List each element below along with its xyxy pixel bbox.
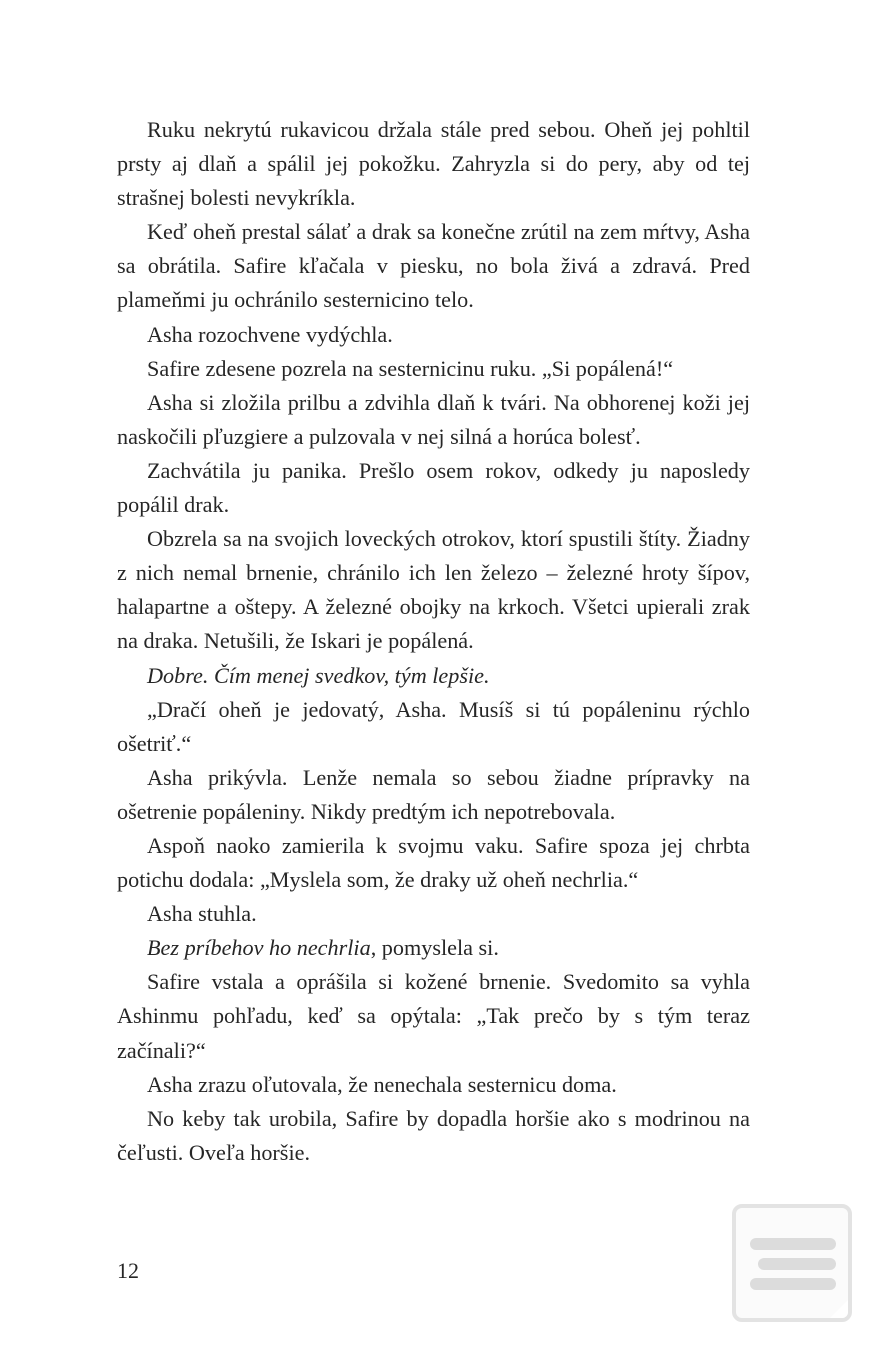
paragraph: Aspoň naoko zamierila k svojmu vaku. Safire spoza jej chrbta potichu dodala: „Myslela som, že draky už oheň nechrlia.“ xyxy=(117,832,750,893)
paragraph: Ruku nekrytú rukavicou držala stále pred sebou. Oheň jej pohltil prsty aj dlaň a spálil jej pokožku. Zahryzla si do pery, aby od tej strašnej bolesti nevykríkla. xyxy=(117,117,750,211)
paragraph: Asha rozochvene vydýchla. xyxy=(147,321,393,347)
book-stack-icon xyxy=(732,1204,852,1322)
book-stripe xyxy=(750,1278,836,1290)
italic-thought: Dobre. Čím menej svedkov, tým lepšie. xyxy=(147,662,490,688)
paragraph: Asha stuhla. xyxy=(147,901,257,927)
paragraph: Asha zrazu oľutovala, že nenechala sesternicu doma. xyxy=(147,1071,617,1097)
paragraph: Safire vstala a oprášila si kožené brnenie. Svedomito sa vyhla Ashinmu pohľadu, keď sa opýtala: „Tak prečo by s tým teraz začínali?“ xyxy=(117,969,750,1063)
paragraph-mixed xyxy=(117,931,750,965)
paragraph: Zachvátila ju panika. Prešlo osem rokov, odkedy ju naposledy popálil drak. xyxy=(117,457,750,518)
page-body-text xyxy=(117,113,750,1170)
paragraph: Safire zdesene pozrela na sesternicinu ruku. „Si popálená!“ xyxy=(147,355,674,381)
paragraph: Obzrela sa na svojich loveckých otrokov, ktorí spustili štíty. Žiadny z nich nemal brnenie, chránilo ich len železo – železné hroty šípov, halapartne a oštepy. A železné obojky na krkoch. Všetci upierali zrak na draka. Netušili, že Iskari je popálená. xyxy=(117,526,750,654)
paragraph: Asha si zložila prilbu a zdvihla dlaň k tvári. Na obhorenej koži jej naskočili pľuzgiere a pulzovala v nej silná a horúca bolesť. xyxy=(117,389,750,449)
paragraph: Asha prikývla. Lenže nemala so sebou žiadne prípravky na ošetrenie popáleniny. Nikdy predtým ich nepotrebovala. xyxy=(117,764,750,824)
book-stripe xyxy=(758,1258,836,1270)
paragraph: Keď oheň prestal sálať a drak sa konečne zrútil na zem mŕtvy, Asha sa obrátila. Safire kľačala v piesku, no bola živá a zdravá. Pred plameňmi ju ochránilo sesternicino telo. xyxy=(117,219,750,313)
paragraph: „Dračí oheň je jedovatý, Asha. Musíš si tú popáleninu rýchlo ošetriť.“ xyxy=(117,696,750,756)
paragraph: No keby tak urobila, Safire by dopadla horšie ako s modrinou na čeľusti. Oveľa horšie. xyxy=(117,1105,750,1165)
book-stripe xyxy=(750,1238,836,1250)
italic-thought: Bez príbehov ho nechrlia xyxy=(147,935,371,961)
page-fold-corner xyxy=(826,1296,852,1322)
page-number: 12 xyxy=(117,1258,139,1283)
paragraph-tail: , pomyslela si. xyxy=(370,935,499,961)
